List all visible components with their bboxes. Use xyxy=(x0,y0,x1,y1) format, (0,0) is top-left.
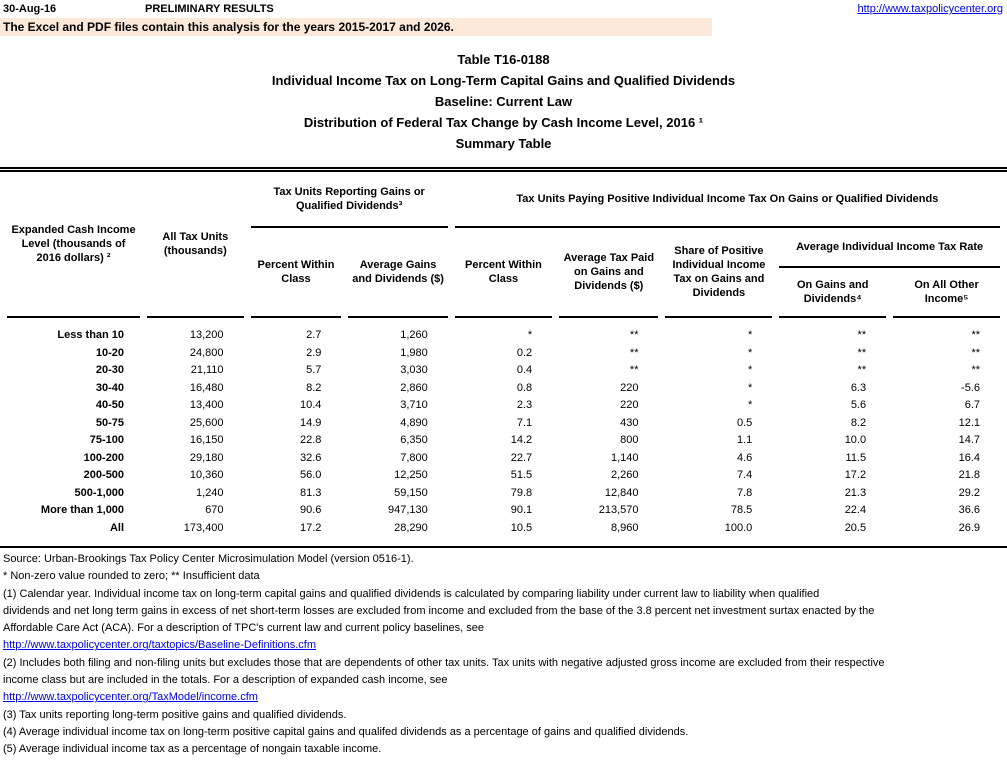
footnote-line: * Non-zero value rounded to zero; ** Insufficient data xyxy=(3,570,260,583)
cell-value: 17.2 xyxy=(844,469,867,481)
top-bar xyxy=(0,0,1007,18)
row-label: 500-1,000 xyxy=(74,486,125,499)
row-label: 20-30 xyxy=(95,364,125,376)
cell-value: 90.1 xyxy=(510,504,533,516)
baseline-subtitle: Baseline: Current Law xyxy=(434,94,573,109)
row-label: 200-500 xyxy=(83,469,125,481)
cell-value: 21.8 xyxy=(958,469,980,481)
cell-value: 2.3 xyxy=(516,399,533,411)
table-row xyxy=(7,467,1000,485)
cell-value: 8,960 xyxy=(610,521,639,534)
cell-value: ** xyxy=(629,364,639,376)
cell-value: 12.1 xyxy=(958,416,980,429)
cell-value: 0.4 xyxy=(516,364,533,376)
cell-value: * xyxy=(748,364,753,376)
row-label: 10-20 xyxy=(95,346,125,359)
col-header-share-of-positive-tax: Share of Positive Individual Income Tax on Gains and Dividends xyxy=(665,228,772,318)
cell-value: 7,800 xyxy=(400,451,428,464)
cell-value: 36.6 xyxy=(958,504,980,516)
footnote-line: (2) Includes both filing and non-filing units but excludes those that are dependents of other tax units. Tax units with negative adjusted gross income are excluded from their respective xyxy=(3,656,885,669)
cell-value: 800 xyxy=(620,434,639,446)
group-header-average-tax-rate: Average Individual Income Tax Rate xyxy=(779,228,1000,268)
footnote-line: income class but are included in the totals. For a description of expanded cash income, see xyxy=(3,674,448,687)
cell-value: ** xyxy=(857,364,867,376)
col-header-rate-on-other-income: On All Other Income⁵ xyxy=(893,268,1000,318)
cell-value: * xyxy=(748,329,753,341)
table-row xyxy=(7,397,1000,415)
footnote-line: (1) Calendar year. Individual income tax on long-term capital gains and qualified dividends is calculated by comparing liability under current law to liability when qualified xyxy=(3,587,820,600)
cell-value: 5.7 xyxy=(306,364,322,376)
col-header-average-tax-paid: Average Tax Paid on Gains and Dividends ($) xyxy=(559,228,658,318)
group-header-reporting-gains: Tax Units Reporting Gains or Qualified Dividends³ xyxy=(251,172,448,228)
cell-value: 20.5 xyxy=(844,521,867,534)
table-row xyxy=(7,380,1000,398)
cell-value: 13,200 xyxy=(189,329,224,341)
cell-value: 1,140 xyxy=(610,451,639,464)
cell-value: 10,360 xyxy=(189,469,224,481)
cell-value: 100.0 xyxy=(724,521,753,534)
footnote-link-line xyxy=(3,637,1007,654)
cell-value: 21.3 xyxy=(844,486,867,499)
cell-value: 78.5 xyxy=(730,504,753,516)
footnote-line: (5) Average individual income tax as a percentage of nongain taxable income. xyxy=(3,743,382,756)
cell-value: 2,860 xyxy=(400,381,428,394)
col-header-average-gains-dividends: Average Gains and Dividends ($) xyxy=(348,228,447,318)
table-row xyxy=(7,485,1000,503)
cell-value: 7.8 xyxy=(737,486,753,499)
cell-value: 16,480 xyxy=(189,381,224,394)
cell-value: 14.2 xyxy=(510,434,533,446)
col-header-all-tax-units: All Tax Units (thousands) xyxy=(147,172,244,318)
cell-value: 1,980 xyxy=(400,346,428,359)
footnote-line: (4) Average individual income tax on long-term positive capital gains and qualifed dividends as a percentage of gains and qualified dividends. xyxy=(3,725,689,738)
footnote-line: Affordable Care Act (ACA). For a description of TPC's current law and current policy baselines, see xyxy=(3,622,485,635)
table-row xyxy=(7,450,1000,468)
table-body xyxy=(7,318,1000,537)
footnote-line: Source: Urban-Brookings Tax Policy Center Microsimulation Model (version 0516-1). xyxy=(3,553,414,565)
table-number: Table T16-0188 xyxy=(457,52,550,67)
col-header-expanded-cash-income: Expanded Cash Income Level (thousands of 2016 dollars) ² xyxy=(7,172,140,318)
cell-value: 10.5 xyxy=(510,521,533,534)
cell-value: 1,240 xyxy=(196,486,224,499)
table-row xyxy=(7,502,1000,520)
cell-value: 12,840 xyxy=(604,486,639,499)
cell-value: 24,800 xyxy=(189,346,224,359)
table-row xyxy=(7,520,1000,538)
cell-value: 220 xyxy=(620,399,639,411)
distribution-subtitle: Distribution of Federal Tax Change by Cash Income Level, 2016 ¹ xyxy=(303,115,704,130)
footnote-line: dividends and net long term gains in excess of net short-term losses are excluded from income and excluded from the base of the 3.8 percent net investment surtax enacted by the xyxy=(3,604,875,617)
cell-value: 7.4 xyxy=(737,469,753,481)
report-date: 30-Aug-16 xyxy=(3,3,57,15)
cell-value: 22.4 xyxy=(844,504,867,516)
row-label: 100-200 xyxy=(83,451,125,464)
cell-value: 28,290 xyxy=(394,521,428,534)
table-row xyxy=(7,362,1000,380)
row-label: Less than 10 xyxy=(57,329,125,341)
cell-value: 430 xyxy=(620,416,639,429)
cell-value: 220 xyxy=(620,381,639,394)
row-label: 30-40 xyxy=(95,381,125,394)
cell-value: 51.5 xyxy=(510,469,533,481)
row-label: 75-100 xyxy=(89,434,125,446)
cell-value: * xyxy=(748,346,753,359)
cell-value: ** xyxy=(971,346,980,359)
cell-value: 12,250 xyxy=(394,469,428,481)
table-row xyxy=(7,432,1000,450)
cell-value: 22.7 xyxy=(510,451,533,464)
cell-value: 0.8 xyxy=(516,381,533,394)
footnote-line: (3) Tax units reporting long-term positive gains and qualified dividends. xyxy=(3,708,347,721)
cell-value: 21,110 xyxy=(190,364,224,376)
preliminary-results-label: PRELIMINARY RESULTS xyxy=(145,3,274,15)
group-header-paying-positive-tax: Tax Units Paying Positive Individual Income Tax On Gains or Qualified Dividends xyxy=(455,172,1000,228)
cell-value: 5.6 xyxy=(850,399,867,411)
title-block xyxy=(0,49,1007,154)
cell-value: -5.6 xyxy=(961,381,980,394)
cell-value: 3,030 xyxy=(400,364,428,376)
cell-value: 10.0 xyxy=(844,434,867,446)
cell-value: 16,150 xyxy=(189,434,224,446)
cell-value: ** xyxy=(857,329,867,341)
footnote-link[interactable]: http://www.taxpolicycenter.org/taxtopics/Baseline-Definitions.cfm xyxy=(3,639,317,652)
cell-value: 6,350 xyxy=(400,434,428,446)
taxpolicycenter-link[interactable]: http://www.taxpolicycenter.org xyxy=(857,3,1003,15)
cell-value: 2,260 xyxy=(610,469,639,481)
cell-value: 0.5 xyxy=(737,416,753,429)
row-label: More than 1,000 xyxy=(40,504,125,516)
cell-value: 17.2 xyxy=(300,521,322,534)
table-row xyxy=(7,318,1000,345)
cell-value: 56.0 xyxy=(300,469,322,481)
cell-value: 32.6 xyxy=(300,451,322,464)
cell-value: 81.3 xyxy=(300,486,322,499)
cell-value: 1.1 xyxy=(737,434,753,446)
table-row xyxy=(7,415,1000,433)
cell-value: 29,180 xyxy=(189,451,224,464)
cell-value: 10.4 xyxy=(300,399,322,411)
cell-value: 947,130 xyxy=(387,504,428,516)
table-title: Individual Income Tax on Long-Term Capital Gains and Qualified Dividends xyxy=(271,73,736,88)
cell-value: ** xyxy=(857,346,867,359)
summary-table xyxy=(0,167,1007,548)
cell-value: ** xyxy=(629,329,639,341)
cell-value: 6.3 xyxy=(850,381,867,394)
footnotes xyxy=(0,551,1007,759)
cell-value: 13,400 xyxy=(189,399,224,411)
cell-value: 4.6 xyxy=(737,451,753,464)
footnote-link-line xyxy=(3,689,1007,706)
row-label: 40-50 xyxy=(95,399,125,411)
cell-value: 6.7 xyxy=(964,399,980,411)
cell-value: 14.7 xyxy=(958,434,980,446)
cell-value: * xyxy=(748,381,753,394)
col-header-rate-on-gains-dividends: On Gains and Dividends⁴ xyxy=(779,268,886,318)
cell-value: 79.8 xyxy=(510,486,533,499)
cell-value: 670 xyxy=(205,504,224,516)
summary-table-label: Summary Table xyxy=(455,136,552,151)
cell-value: 29.2 xyxy=(958,486,980,499)
cell-value: 8.2 xyxy=(306,381,322,394)
cell-value: 16.4 xyxy=(958,451,980,464)
cell-value: 173,400 xyxy=(183,521,224,534)
col-header-percent-within-class-paying: Percent Within Class xyxy=(455,228,552,318)
row-label: 50-75 xyxy=(95,416,125,429)
cell-value: 22.8 xyxy=(300,434,322,446)
cell-value: ** xyxy=(971,329,980,341)
cell-value: 8.2 xyxy=(850,416,867,429)
cell-value: * xyxy=(527,329,533,341)
cell-value: 7.1 xyxy=(516,416,533,429)
cell-value: 213,570 xyxy=(598,504,639,516)
cell-value: 25,600 xyxy=(189,416,224,429)
analysis-note-banner: The Excel and PDF files contain this analysis for the years 2015-2017 and 2026. xyxy=(0,18,712,36)
row-label: All xyxy=(109,521,125,534)
cell-value: 26.9 xyxy=(958,521,980,534)
cell-value: 2.9 xyxy=(306,346,322,359)
cell-value: 11.5 xyxy=(845,451,867,464)
cell-value: ** xyxy=(629,346,639,359)
cell-value: 0.2 xyxy=(516,346,533,359)
cell-value: 14.9 xyxy=(300,416,322,429)
cell-value: 1,260 xyxy=(400,329,428,341)
footnote-link[interactable]: http://www.taxpolicycenter.org/TaxModel/income.cfm xyxy=(3,691,258,704)
cell-value: * xyxy=(748,399,753,411)
cell-value: ** xyxy=(971,364,980,376)
cell-value: 59,150 xyxy=(394,486,428,499)
cell-value: 4,890 xyxy=(400,416,428,429)
cell-value: 3,710 xyxy=(400,399,428,411)
col-header-percent-within-class-reporting: Percent Within Class xyxy=(251,228,342,318)
cell-value: 2.7 xyxy=(306,329,322,341)
table-row xyxy=(7,345,1000,363)
cell-value: 90.6 xyxy=(300,504,322,516)
